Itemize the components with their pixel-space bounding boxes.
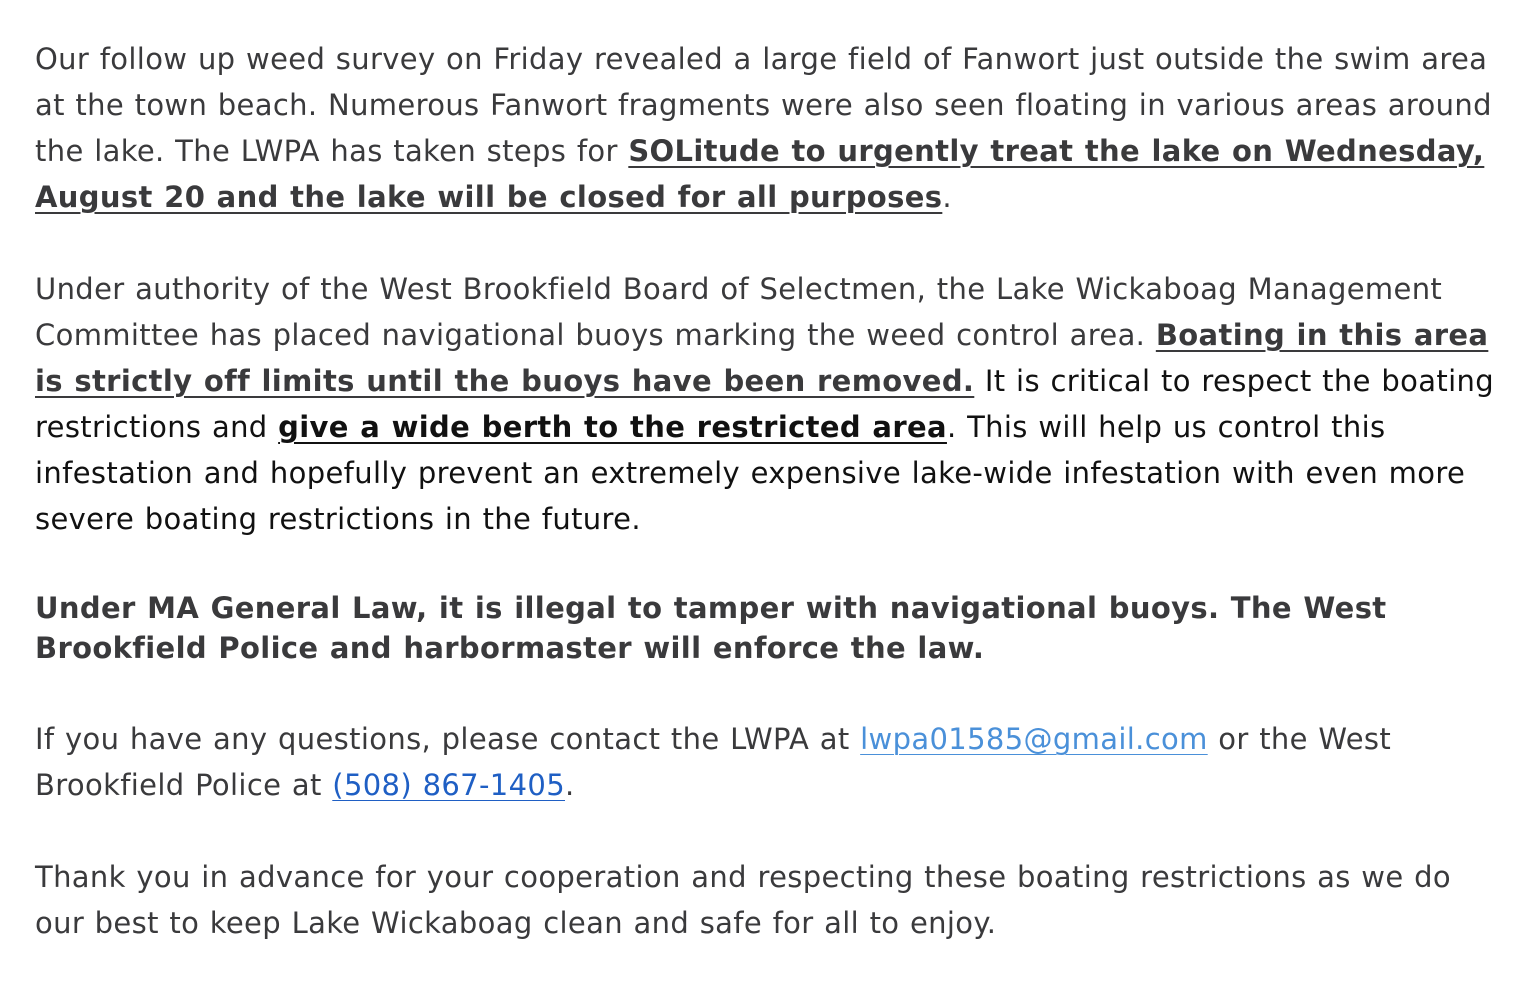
- phone-link[interactable]: (508) 867-1405: [332, 768, 565, 802]
- paragraph-2-text-b: It is critical to respect the boating restrictions and: [35, 364, 1494, 444]
- paragraph-2-text-a: Under authority of the West Brookfield Board of Selectmen, the Lake Wickaboag Management Committee has placed navigational buoys marking the weed control area.: [35, 272, 1443, 352]
- paragraph-law-warning: [35, 588, 1497, 668]
- paragraph-thank-you: [35, 854, 1497, 946]
- thank-you-text: Thank you in advance for your cooperation and respecting these boating restrictions as we do our best to keep Lake Wickaboag clean and safe for all to enjoy.: [35, 860, 1451, 940]
- paragraph-4-text-a: If you have any questions, please contact the LWPA at: [35, 722, 861, 756]
- paragraph-4-text-b: or the West Brookfield Police at: [35, 722, 1392, 802]
- paragraph-2-text-c: . This will help us control this infestation and hopefully prevent an extremely expensive lake-wide infestation with even more severe boating restrictions in the future.: [35, 410, 1466, 536]
- law-warning-text: Under MA General Law, it is illegal to tamper with navigational buoys. The West Brookfield Police and harbormaster will enforce the law.: [35, 591, 1387, 665]
- wide-berth-notice: give a wide berth to the restricted area: [278, 410, 947, 444]
- paragraph-4-text-c: .: [565, 768, 575, 802]
- paragraph-1-text-a: Our follow up weed survey on Friday revealed a large field of Fanwort just outside the swim area at the town beach. Numerous Fanwort fragments were also seen floating in various areas around the lake. The LWPA has taken steps for: [35, 42, 1492, 168]
- email-link[interactable]: lwpa01585@gmail.com: [860, 722, 1208, 756]
- paragraph-buoys: [35, 266, 1497, 542]
- boating-off-limits-notice: Boating in this area is strictly off limits until the buoys have been removed.: [35, 318, 1489, 398]
- paragraph-contact: [35, 716, 1497, 808]
- paragraph-weed-survey: [35, 36, 1497, 220]
- lake-closure-notice: SOLitude to urgently treat the lake on Wednesday, August 20 and the lake will be closed for all purposes: [35, 134, 1485, 214]
- paragraph-1-text-b: .: [942, 180, 952, 214]
